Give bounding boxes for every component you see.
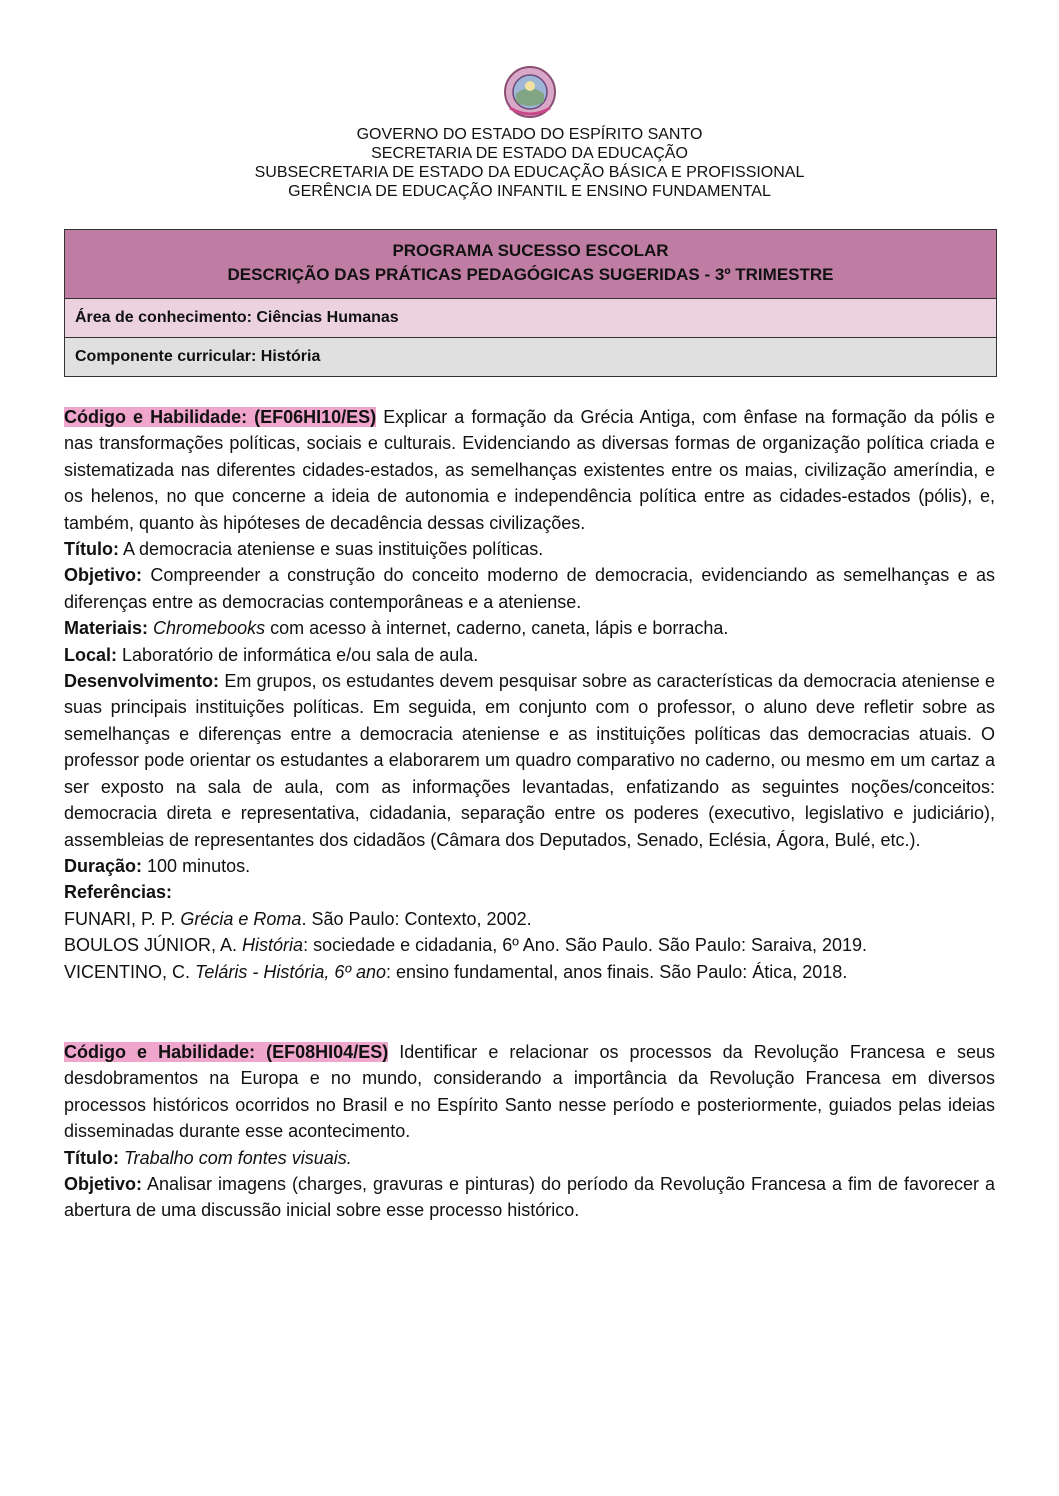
state-seal-logo bbox=[502, 64, 558, 120]
reference-work: História bbox=[242, 935, 304, 956]
development-label: Desenvolvimento: bbox=[64, 671, 220, 692]
objective-label: Objetivo: bbox=[64, 1173, 143, 1194]
knowledge-area-row: Área de conhecimento: Ciências Humanas bbox=[65, 299, 996, 338]
reference-details: : sociedade e cidadania, 6º Ano. São Paulo. São Paulo: Saraiva, 2019. bbox=[303, 935, 868, 956]
objective-label: Objetivo: bbox=[64, 565, 143, 586]
duration-label: Duração: bbox=[64, 855, 143, 876]
curricular-component-row: Componente curricular: História bbox=[65, 338, 996, 376]
program-title-line1: PROGRAMA SUCESSO ESCOLAR bbox=[392, 241, 669, 260]
objective-text: Analisar imagens (charges, gravuras e pinturas) do período da Revolução Francesa a fim de favorecer a abertura de uma discussão inicial sobre esse processo histórico. bbox=[64, 1173, 995, 1221]
objective-text: Compreender a construção do conceito moderno de democracia, evidenciando as semelhanças e as diferenças entre as democracias contemporâneas e a ateniense. bbox=[64, 565, 995, 612]
header-line: SUBSECRETARIA DE ESTADO DA EDUCAÇÃO BÁSICA E PROFISSIONAL bbox=[254, 164, 805, 181]
reference-item bbox=[64, 906, 995, 932]
materials-text: com acesso à internet, caderno, caneta, lápis e borracha. bbox=[265, 618, 729, 639]
practice1-code-text: Explicar a formação da Grécia Antiga, com ênfase na formação da pólis e nas transformações políticas, sociais e culturais. Evidenciando as diversas formas de organização política criada e sistematizada nas diferentes cidades-estados, as semelhanças existentes entre os maias, civilização ameríndia, e os helenos, no que concerne a ideia de autonomia e independência política entre as cidades-estados (pólis), e, também, quanto às hipóteses de decadência dessas civilizações. bbox=[64, 407, 995, 533]
reference-work: Grécia e Roma bbox=[180, 908, 302, 929]
practice2-code-text: Identificar e relacionar os processos da Revolução Francesa e seus desdobramentos na Europa e no mundo, considerando a importância da Revolução Francesa em diversos processos históricos ocorridos no Brasil e no Espírito Santo nesse período e posteriormente, guiados pelas ideias disseminadas durante esse acontecimento. bbox=[64, 1041, 995, 1142]
practice1-duration bbox=[64, 853, 995, 879]
reference-item bbox=[64, 932, 995, 958]
reference-details: . São Paulo: Contexto, 2002. bbox=[301, 908, 532, 929]
development-text: Em grupos, os estudantes devem pesquisar sobre as características da democracia ateniense e suas principais instituições políticas. Em seguida, em conjunto com o professor, o aluno deve refletir sobre as semelhanças e diferenças entre a democracia ateniense e as instituições políticas das democracias atuais. O professor pode orientar os estudantes a elaborarem um quadro comparativo no caderno, ou mesmo em um cartaz a ser exposto na sala de aula, com as informações levantadas, enfatizando as seguintes noções/conceitos: democracia direta e representativa, cidadania, separação entre os poderes (executivo, legislativo e judiciário), assembleias de representantes dos cidadãos (Câmara dos Deputados, Senado, Eclésia, Ágora, Bulé, etc.). bbox=[64, 671, 995, 850]
references-label: Referências: bbox=[64, 882, 173, 903]
practice2-skill bbox=[64, 1039, 995, 1145]
header-line: GOVERNO DO ESTADO DO ESPÍRITO SANTO bbox=[356, 126, 703, 143]
practice1-references-heading bbox=[64, 879, 995, 905]
reference-author: FUNARI, P. P. bbox=[64, 908, 181, 929]
practice1-objective bbox=[64, 562, 995, 615]
title-text: Trabalho com fontes visuais. bbox=[118, 1147, 352, 1168]
practice2-title bbox=[64, 1145, 995, 1171]
reference-work: Teláris - História, 6º ano bbox=[195, 961, 387, 982]
duration-text: 100 minutos. bbox=[142, 855, 251, 876]
practice2-code-label: Código e Habilidade: (EF08HI04/ES) bbox=[64, 1041, 389, 1062]
reference-author: VICENTINO, C. bbox=[64, 961, 196, 982]
practice1-code-label: Código e Habilidade: (EF06HI10/ES) bbox=[64, 407, 377, 427]
section-spacer bbox=[64, 985, 995, 1039]
practice2-objective bbox=[64, 1171, 995, 1224]
reference-author: BOULOS JÚNIOR, A. bbox=[64, 935, 243, 956]
title-label: Título: bbox=[64, 1147, 119, 1168]
reference-item bbox=[64, 959, 995, 985]
program-title-line2: DESCRIÇÃO DAS PRÁTICAS PEDAGÓGICAS SUGERIDAS - 3º TRIMESTRE bbox=[227, 265, 834, 284]
materials-italic: Chromebooks bbox=[148, 618, 266, 639]
local-text: Laboratório de informática e/ou sala de aula. bbox=[117, 644, 479, 665]
title-label: Título: bbox=[64, 539, 119, 560]
reference-details: : ensino fundamental, anos finais. São Paulo: Ática, 2018. bbox=[386, 961, 848, 982]
practice1-local bbox=[64, 642, 995, 668]
practice1-title bbox=[64, 536, 995, 562]
program-title bbox=[65, 230, 996, 299]
local-label: Local: bbox=[64, 644, 118, 665]
header-line: SECRETARIA DE ESTADO DA EDUCAÇÃO bbox=[371, 145, 688, 162]
program-table bbox=[64, 229, 997, 377]
materials-label: Materiais: bbox=[64, 618, 149, 639]
government-header bbox=[0, 125, 1059, 201]
title-text: A democracia ateniense e suas instituições políticas. bbox=[118, 539, 544, 560]
practice1-development bbox=[64, 668, 995, 853]
header-line: GERÊNCIA DE EDUCAÇÃO INFANTIL E ENSINO FUNDAMENTAL bbox=[288, 183, 771, 200]
practice1-materials bbox=[64, 615, 995, 641]
practice1-skill bbox=[64, 404, 995, 536]
document-body bbox=[64, 404, 995, 1224]
